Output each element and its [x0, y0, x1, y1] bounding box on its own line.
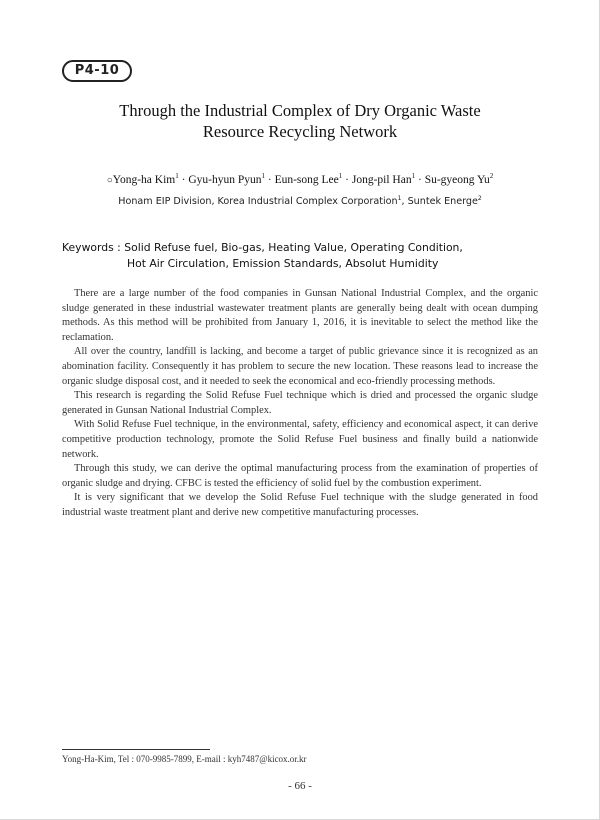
keywords-label: Keywords : [62, 241, 121, 254]
affiliation-mark-1: 1 [397, 195, 402, 202]
affiliation-1: Honam EIP Division, Korea Industrial Complex Corporation [118, 196, 398, 207]
author-affiliation-mark: 1 [411, 172, 416, 180]
page-number: - 66 - [288, 780, 312, 792]
abstract-paragraph: This research is regarding the Solid Refuse Fuel technique which is dried and processed the organic sludge generated in Gunsan National Industrial Complex. [62, 390, 538, 416]
abstract-body [62, 287, 538, 521]
abstract-paragraph: There are a large number of the food companies in Gunsan National Industrial Complex, and the organic sludge generated in these industrial wastewater treatment plants are generally being dealt with ocean dumping methods. As this method will be prohibited from January 1, 2016, it is inevitable to select the method like the reclamation. [62, 288, 538, 343]
author-name: Gyu-hyun Pyun [188, 174, 262, 186]
author-affiliation-mark: 1 [338, 172, 343, 180]
author-list [40, 172, 560, 186]
title-line-2: Resource Recycling Network [202, 122, 398, 141]
author-separator: · [345, 174, 349, 186]
presenter-mark: ○ [106, 175, 113, 186]
title-line-1: Through the Industrial Complex of Dry Organic Waste [119, 101, 481, 120]
affiliation-mark-2: 2 [477, 195, 482, 202]
footnote-divider [62, 749, 210, 750]
abstract-paragraph: It is very significant that we develop the Solid Refuse Fuel technique with the sludge generated in food industrial waste treatment plant and derive new competitive manufacturing processes. [62, 492, 538, 518]
author-separator: · [267, 174, 272, 186]
author-affiliation-mark: 2 [489, 172, 494, 180]
abstract-paragraph: Through this study, we can derive the optimal manufacturing process from the examination of properties of organic sludge and drying. CFBC is tested the efficiency of solid fuel by the combustion experiment. [62, 463, 538, 489]
author-separator: · [417, 174, 422, 186]
author-name: Su-gyeong Yu [424, 174, 490, 186]
author-name: Jong-pil Han [351, 174, 412, 186]
affiliations [40, 195, 560, 207]
keywords-line-2: Hot Air Circulation, Emission Standards, Absolut Humidity [127, 257, 439, 270]
keywords [62, 240, 562, 272]
footnote-contact: Yong-Ha-Kim, Tel : 070-9985-7899, E-mail : kyh7487@kicox.or.kr [62, 754, 307, 764]
author-affiliation-mark: 1 [175, 172, 179, 180]
author-separator: · [181, 174, 186, 186]
author-name: Eun-song Lee [274, 174, 339, 186]
abstract-paragraph: All over the country, landfill is lacking, and become a target of public grievance since it is recognized as an abomination facility. Consequently it has problem to secure the new location. These reasons lead to increase the organic sludge disposal cost, and it needed to seek the economical and eco-friendly processing methods. [62, 346, 538, 387]
paper-title [60, 100, 540, 142]
author-affiliation-mark: 1 [261, 172, 265, 180]
keywords-line-1: Solid Refuse fuel, Bio-gas, Heating Value, Operating Condition, [124, 241, 463, 254]
affiliation-2: , Suntek Energe [401, 196, 478, 207]
author-name: Yong-ha Kim [112, 174, 176, 186]
abstract-paragraph: With Solid Refuse Fuel technique, in the environmental, safety, efficiency and economical aspect, it can derive competitive production technology, promote the Solid Refuse Fuel business and finally build a nationwide network. [62, 419, 538, 460]
session-badge: P4-10 [62, 60, 132, 82]
